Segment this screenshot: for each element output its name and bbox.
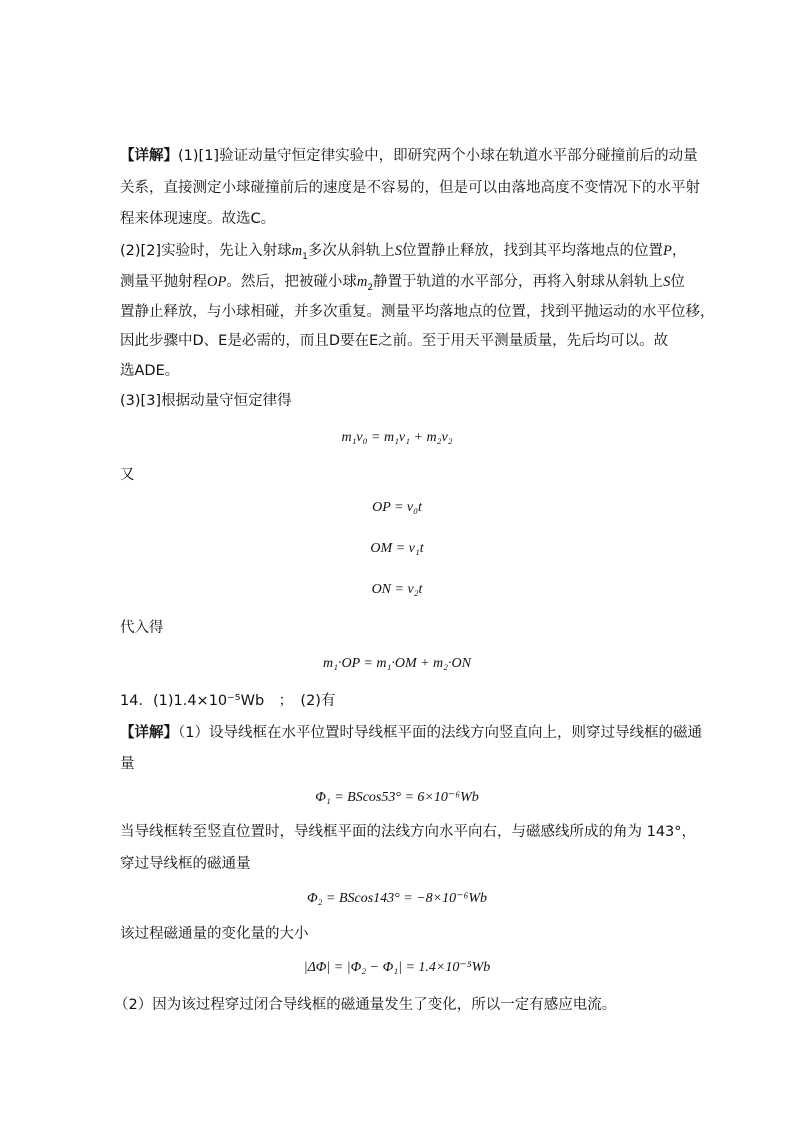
q13-para2-line1: (2)[2]实验时，先让入射球$m_1$多次从斜轨上S位置静止释放，找到其平均落地点的位置P， [120, 243, 687, 262]
q14-line4: 穿过导线框的磁通量 [120, 856, 251, 872]
q14-line2: 量 [120, 756, 135, 772]
q13-para1-line3: 程来体现速度。故选C。 [120, 211, 276, 227]
detail-label: 【详解】 [120, 148, 178, 164]
q13-para2-line4: 因此步骤中D、E是必需的，而且D要在E之前。至于用天平测量质量，先后均可以。故 [120, 333, 669, 349]
flux2-equation: Φ₂ = BScos143° = −8×10⁻⁶Wb [306, 891, 488, 906]
you-text: 又 [120, 467, 135, 483]
flux-change-equation: |ΔΦ| = |Φ₂ − Φ₁| = 1.4×10⁻⁵Wb [303, 960, 491, 975]
q13-para2-line2: 测量平抛射程OP。然后，把被碰小球$m_2$静置于轨道的水平部分，再将入射球从斜轨上S位 [120, 274, 685, 293]
q13-para1-line2: 关系，直接测定小球碰撞前后的速度是不容易的，但是可以由落地高度不变情况下的水平射 [120, 180, 700, 196]
q13-para2-line5: 选ADE。 [120, 363, 180, 379]
substituted-equation: m₁·OP = m₁·OM + m₂·ON [323, 656, 471, 671]
q14-line1: 【详解】（1）设导线框在水平位置时导线框平面的法线方向竖直向上，则穿过导线框的磁通 [120, 725, 702, 741]
detail-label: 【详解】 [120, 725, 178, 741]
q13-para2-line3: 置静止释放，与小球相碰，并多次重复。测量平均落地点的位置，找到平抛运动的水平位移， [120, 304, 715, 320]
momentum-equation: m₁v₀ = m₁v₁ + m₂v₂ [341, 430, 453, 445]
q13-para3-line1: (3)[3]根据动量守恒定律得 [120, 393, 292, 409]
on-equation: ON = v₂t [371, 582, 423, 597]
q14-line3: 当导线框转至竖直位置时，导线框平面的法线方向水平向右，与磁感线所成的角为 143°， [120, 824, 697, 840]
q14-line5: 该过程磁通量的变化量的大小 [120, 926, 309, 942]
flux1-equation: Φ₁ = BScos53° = 6×10⁻⁶Wb [315, 790, 479, 805]
q14-answer: 14．(1)1.4×10⁻⁵Wb ； (2)有 [120, 693, 336, 709]
q13-para1-line1: 【详解】(1)[1]验证动量守恒定律实验中，即研究两个小球在轨道水平部分碰撞前后的动量 [120, 148, 698, 164]
op-equation: OP = v₀t [372, 500, 422, 515]
om-equation: OM = v₁t [370, 541, 424, 556]
dairu-text: 代入得 [120, 620, 164, 636]
q14-line6: （2）因为该过程穿过闭合导线框的磁通量发生了变化，所以一定有感应电流。 [114, 997, 617, 1013]
